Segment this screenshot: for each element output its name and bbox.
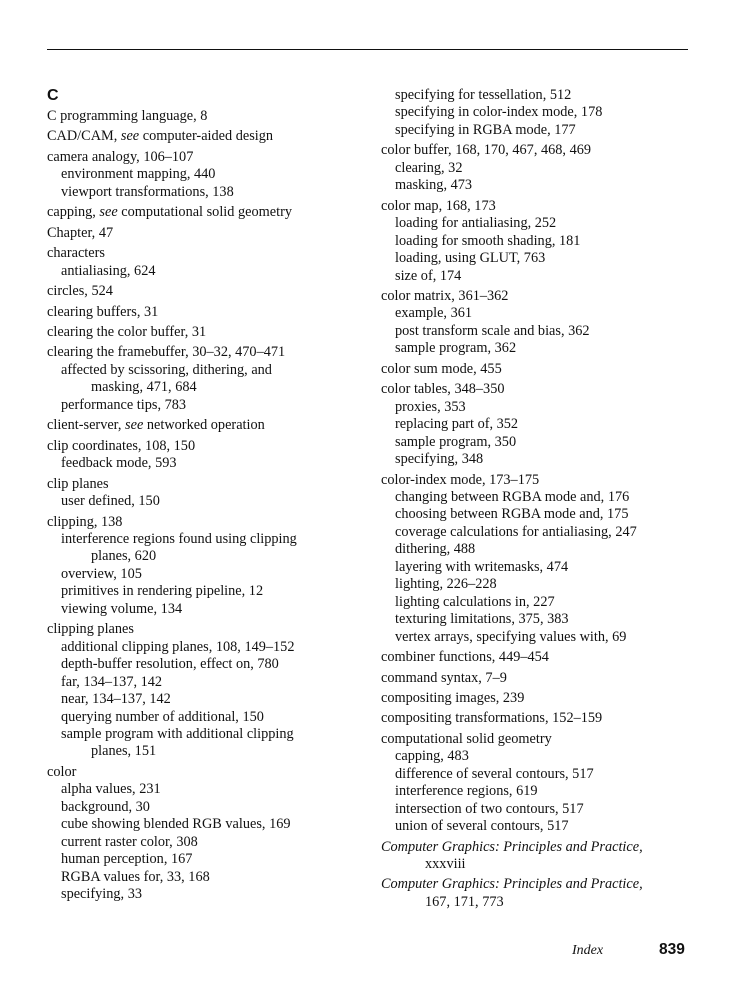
entry-text: planes, 151 xyxy=(91,743,157,760)
entry-text: human perception, 167 xyxy=(61,851,193,868)
entry-text: capping, 483 xyxy=(395,748,469,765)
entry-text: combiner functions, 449–454 xyxy=(381,649,549,666)
entry-text: sample program, 362 xyxy=(395,340,517,357)
index-subentry xyxy=(381,559,701,576)
index-subentry xyxy=(47,397,367,414)
entry-text: overview, 105 xyxy=(61,565,142,582)
entry-text: networked operation xyxy=(143,417,265,434)
entry-text: color xyxy=(47,763,77,780)
index-entry xyxy=(47,245,367,262)
entry-text: choosing between RGBA mode and, 175 xyxy=(395,506,629,523)
index-subentry xyxy=(381,611,701,628)
index-subentry xyxy=(381,250,701,267)
index-subentry xyxy=(381,268,701,285)
index-subentry xyxy=(381,233,701,250)
italic-text: Computer Graphics: Principles and Practice, xyxy=(381,876,643,893)
entry-text: vertex arrays, specifying values with, 69 xyxy=(395,628,627,645)
index-entry xyxy=(47,149,367,166)
entry-text: difference of several contours, 517 xyxy=(395,765,594,782)
entry-text: clipping, 138 xyxy=(47,513,123,530)
index-subentry xyxy=(381,87,701,104)
index-subentry xyxy=(381,215,701,232)
index-subentry xyxy=(381,451,701,468)
index-subentry xyxy=(381,416,701,433)
entry-text: dithering, 488 xyxy=(395,541,476,558)
entry-text: clearing the framebuffer, 30–32, 470–471 xyxy=(47,344,286,361)
index-entry xyxy=(47,304,367,321)
header-rule xyxy=(47,49,688,50)
index-subentry xyxy=(47,166,367,183)
entry-text: specifying in color-index mode, 178 xyxy=(395,104,603,121)
index-subentry xyxy=(47,531,367,548)
index-subentry xyxy=(47,362,367,379)
page-number: 839 xyxy=(659,941,685,958)
entry-text: clearing the color buffer, 31 xyxy=(47,323,207,340)
entry-text: RGBA values for, 33, 168 xyxy=(61,868,210,885)
index-subentry xyxy=(47,548,367,565)
entry-text: additional clipping planes, 108, 149–152 xyxy=(61,638,295,655)
entry-text: planes, 620 xyxy=(91,548,157,565)
index-entry xyxy=(47,128,367,145)
index-subentry xyxy=(381,305,701,322)
entry-text: proxies, 353 xyxy=(395,398,466,415)
index-subentry xyxy=(47,691,367,708)
index-subentry xyxy=(47,851,367,868)
index-entry xyxy=(47,476,367,493)
index-subentry xyxy=(381,856,701,873)
index-entry xyxy=(381,731,701,748)
entry-text: loading for antialiasing, 252 xyxy=(395,215,557,232)
index-subentry xyxy=(47,455,367,472)
entry-text: color-index mode, 173–175 xyxy=(381,471,540,488)
entry-text: clip planes xyxy=(47,475,109,492)
index-subentry xyxy=(47,674,367,691)
index-subentry xyxy=(381,629,701,646)
index-subentry xyxy=(381,489,701,506)
entry-text: alpha values, 231 xyxy=(61,781,161,798)
entry-text: far, 134–137, 142 xyxy=(61,673,163,690)
index-entry xyxy=(381,710,701,727)
index-entry xyxy=(381,876,701,893)
entry-text: environment mapping, 440 xyxy=(61,166,216,183)
entry-text: sample program, 350 xyxy=(395,433,517,450)
index-subentry xyxy=(47,726,367,743)
entry-text: compositing images, 239 xyxy=(381,689,525,706)
entry-text: color sum mode, 455 xyxy=(381,360,502,377)
entry-text: computational solid geometry xyxy=(381,730,552,747)
index-subentry xyxy=(47,601,367,618)
index-subentry xyxy=(381,434,701,451)
entry-text: user defined, 150 xyxy=(61,493,160,510)
index-subentry xyxy=(381,177,701,194)
entry-text: computational solid geometry xyxy=(117,204,292,221)
italic-text: see xyxy=(125,417,144,434)
index-subentry xyxy=(47,184,367,201)
italic-text: see xyxy=(99,204,118,221)
entry-text: layering with writemasks, 474 xyxy=(395,558,569,575)
index-subentry xyxy=(47,869,367,886)
index-entry xyxy=(381,198,701,215)
index-entry xyxy=(381,142,701,159)
entry-text: CAD/CAM, xyxy=(47,128,121,145)
index-subentry xyxy=(47,743,367,760)
entry-text: background, 30 xyxy=(61,798,150,815)
index-subentry xyxy=(47,583,367,600)
index-entry xyxy=(47,764,367,781)
index-entry xyxy=(47,225,367,242)
entry-text: command syntax, 7–9 xyxy=(381,669,507,686)
entry-text: lighting, 226–228 xyxy=(395,576,497,593)
section-letter: C xyxy=(47,87,59,104)
index-subentry xyxy=(47,781,367,798)
entry-text: Chapter, 47 xyxy=(47,224,114,241)
italic-text: see xyxy=(120,128,140,145)
entry-text: computer-aided design xyxy=(139,128,274,145)
entry-text: camera analogy, 106–107 xyxy=(47,148,194,165)
entry-text: sample program with additional clipping xyxy=(61,725,294,742)
index-subentry xyxy=(381,748,701,765)
index-subentry xyxy=(47,639,367,656)
index-entry xyxy=(381,690,701,707)
entry-text: cube showing blended RGB values, 169 xyxy=(61,816,291,833)
index-column-right xyxy=(381,87,701,911)
index-subentry xyxy=(47,263,367,280)
index-subentry xyxy=(381,524,701,541)
entry-text: specifying for tessellation, 512 xyxy=(395,87,572,103)
index-entry xyxy=(47,621,367,638)
entry-text: depth-buffer resolution, effect on, 780 xyxy=(61,656,279,673)
index-subentry xyxy=(381,894,701,911)
entry-text: antialiasing, 624 xyxy=(61,262,156,279)
entry-text: interference regions, 619 xyxy=(395,783,538,800)
index-entry xyxy=(47,417,367,434)
index-subentry xyxy=(47,834,367,851)
index-subentry xyxy=(47,709,367,726)
index-column-left xyxy=(47,87,367,903)
entry-text: coverage calculations for antialiasing, 247 xyxy=(395,523,637,540)
entry-text: color buffer, 168, 170, 467, 468, 469 xyxy=(381,142,592,159)
index-subentry xyxy=(381,801,701,818)
entry-text: near, 134–137, 142 xyxy=(61,691,171,708)
entry-text: xxxviii xyxy=(425,856,466,873)
entry-text: masking, 471, 684 xyxy=(91,379,197,396)
entry-text: post transform scale and bias, 362 xyxy=(395,322,590,339)
index-subentry xyxy=(47,886,367,903)
index-entry xyxy=(381,288,701,305)
entry-text: specifying in RGBA mode, 177 xyxy=(395,121,576,138)
entry-text: clearing buffers, 31 xyxy=(47,303,159,320)
entry-text: clearing, 32 xyxy=(395,159,463,176)
entry-text: feedback mode, 593 xyxy=(61,455,177,472)
index-entry xyxy=(381,649,701,666)
entry-text: affected by scissoring, dithering, and xyxy=(61,361,272,378)
index-entry xyxy=(381,472,701,489)
index-subentry xyxy=(381,399,701,416)
entry-text: union of several contours, 517 xyxy=(395,818,569,835)
entry-text: interference regions found using clipping xyxy=(61,530,297,547)
italic-text: Computer Graphics: Principles and Practice, xyxy=(381,838,643,855)
index-entry xyxy=(381,839,701,856)
index-subentry xyxy=(47,656,367,673)
entry-text: size of, 174 xyxy=(395,267,462,284)
entry-text: specifying, 33 xyxy=(61,886,142,903)
index-entry xyxy=(47,344,367,361)
entry-text: specifying, 348 xyxy=(395,451,484,468)
index-subentry xyxy=(381,323,701,340)
entry-text: clipping planes xyxy=(47,621,134,638)
entry-text: current raster color, 308 xyxy=(61,833,198,850)
entry-text: circles, 524 xyxy=(47,283,113,300)
entry-text: replacing part of, 352 xyxy=(395,416,519,433)
entry-text: C programming language, 8 xyxy=(47,108,208,124)
entry-text: primitives in rendering pipeline, 12 xyxy=(61,583,264,600)
index-subentry xyxy=(47,799,367,816)
index-subentry xyxy=(47,493,367,510)
index-entry xyxy=(47,283,367,300)
index-subentry xyxy=(381,766,701,783)
index-entry xyxy=(381,670,701,687)
index-subentry xyxy=(381,576,701,593)
entry-text: performance tips, 783 xyxy=(61,396,187,413)
entry-text: color tables, 348–350 xyxy=(381,381,505,398)
entry-text: intersection of two contours, 517 xyxy=(395,800,584,817)
index-subentry xyxy=(47,566,367,583)
index-subentry xyxy=(381,594,701,611)
entry-text: loading for smooth shading, 181 xyxy=(395,232,581,249)
index-subentry xyxy=(381,506,701,523)
index-subentry xyxy=(381,160,701,177)
entry-text: example, 361 xyxy=(395,305,473,322)
index-entry xyxy=(47,324,367,341)
entry-text: changing between RGBA mode and, 176 xyxy=(395,488,630,505)
entry-text: 167, 171, 773 xyxy=(425,893,504,910)
index-entry xyxy=(381,381,701,398)
entry-text: color matrix, 361–362 xyxy=(381,287,509,304)
index-subentry xyxy=(381,783,701,800)
index-entry xyxy=(47,438,367,455)
index-subentry xyxy=(381,818,701,835)
entry-text: clip coordinates, 108, 150 xyxy=(47,437,196,454)
entry-text: lighting calculations in, 227 xyxy=(395,593,555,610)
entry-text: characters xyxy=(47,245,105,262)
index-entry xyxy=(47,514,367,531)
footer-label: Index xyxy=(572,943,604,958)
index-subentry xyxy=(381,122,701,139)
index-subentry xyxy=(381,104,701,121)
entry-text: viewing volume, 134 xyxy=(61,600,183,617)
index-entry xyxy=(47,204,367,221)
entry-text: capping, xyxy=(47,204,100,221)
entry-text: viewport transformations, 138 xyxy=(61,183,234,200)
entry-text: texturing limitations, 375, 383 xyxy=(395,611,569,628)
index-subentry xyxy=(381,541,701,558)
index-entry xyxy=(47,108,367,125)
index-entry xyxy=(381,361,701,378)
entry-text: color map, 168, 173 xyxy=(381,197,496,214)
index-subentry xyxy=(47,379,367,396)
entry-text: loading, using GLUT, 763 xyxy=(395,250,546,267)
entry-text: querying number of additional, 150 xyxy=(61,708,264,725)
entry-text: masking, 473 xyxy=(395,177,473,194)
index-subentry xyxy=(381,340,701,357)
entry-text: compositing transformations, 152–159 xyxy=(381,710,603,727)
entry-text: client-server, xyxy=(47,417,126,434)
index-subentry xyxy=(47,816,367,833)
